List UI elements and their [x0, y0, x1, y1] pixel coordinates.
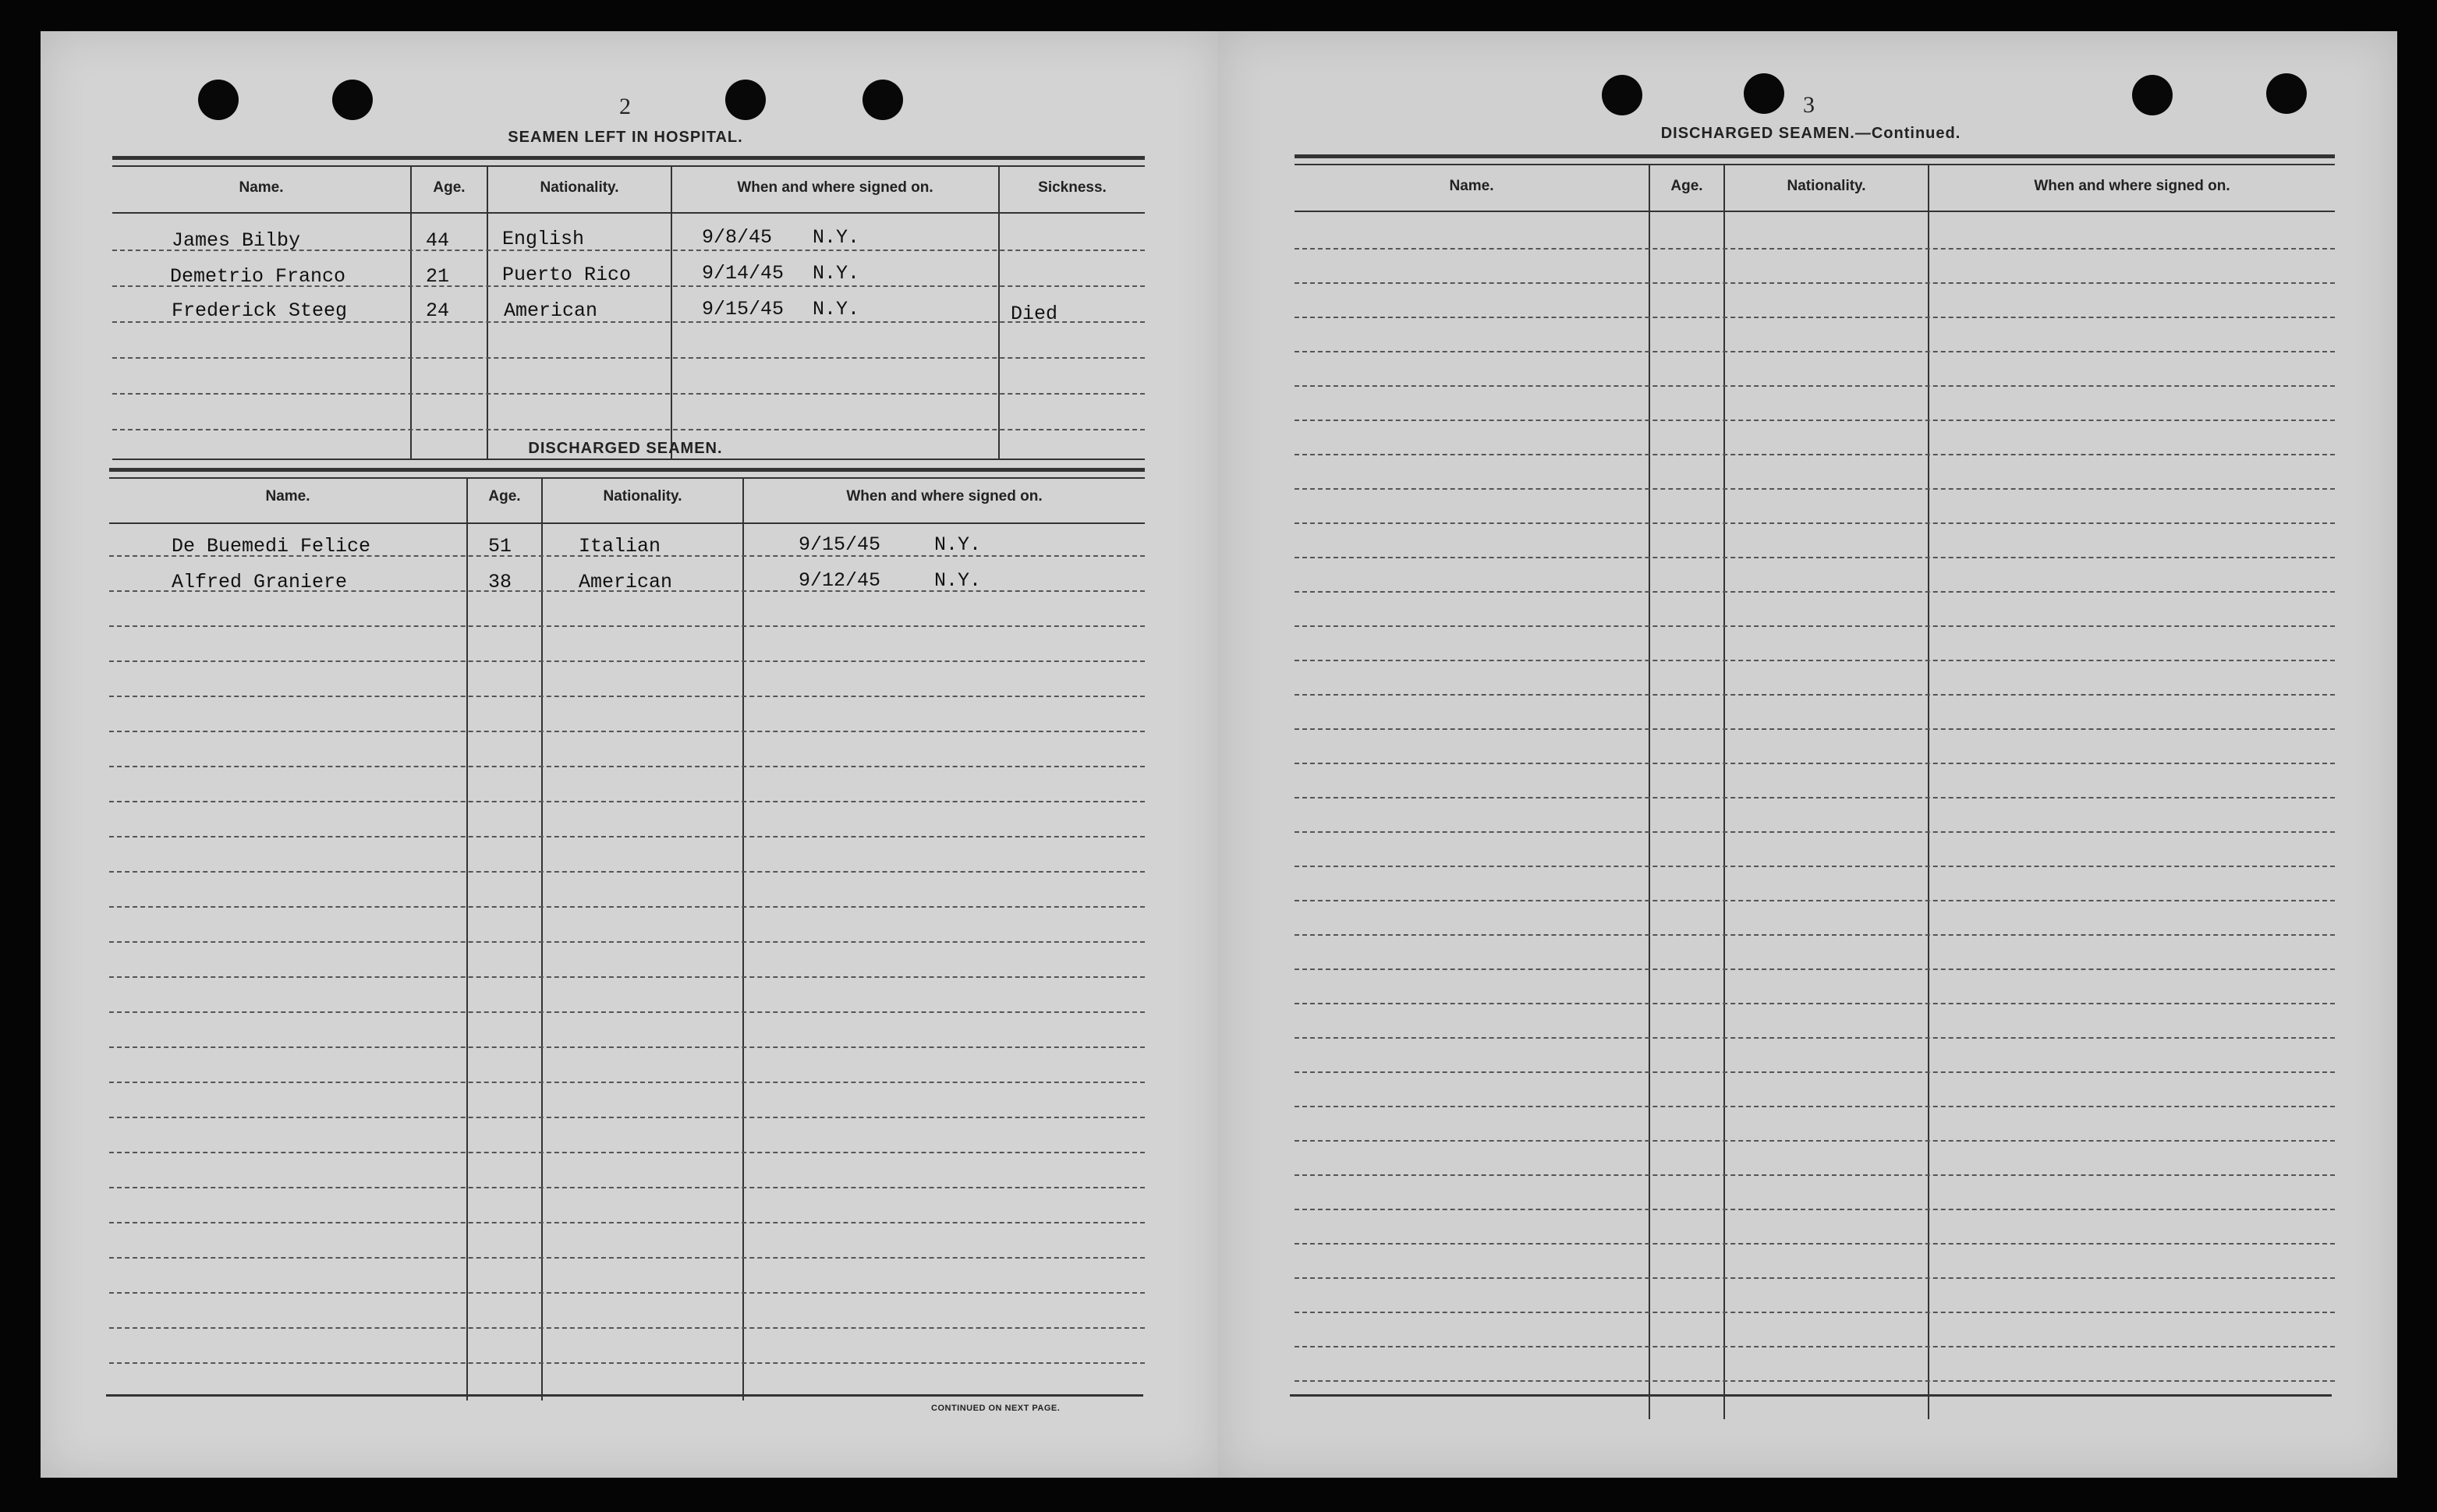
ruled-line: [1295, 351, 2335, 352]
signed-on-date: 9/14/45: [702, 262, 785, 285]
column-header-name: Name.: [239, 179, 284, 196]
ruled-line: [1295, 934, 2335, 936]
punch-hole: [863, 80, 903, 120]
ruled-line: [109, 1222, 1145, 1223]
signed-on-place: N.Y.: [813, 298, 860, 320]
ruled-line: [1295, 1209, 2335, 1210]
header-bottom-rule: [109, 522, 1145, 524]
signed-on-date: 9/8/45: [702, 226, 773, 249]
seaman-name: Alfred Graniere: [172, 571, 348, 593]
column-header-age: Age.: [433, 179, 466, 196]
column-header-name: Name.: [1449, 178, 1494, 194]
ruled-line: [1295, 522, 2335, 524]
column-header-signed-on: When and where signed on.: [737, 179, 933, 196]
signed-on-date: 9/15/45: [702, 298, 785, 320]
ruled-line: [1295, 454, 2335, 455]
ruled-line: [1295, 625, 2335, 627]
table-bottom-rule: [112, 459, 1145, 460]
column-header-name: Name.: [265, 488, 310, 505]
column-header-nationality: Nationality.: [1787, 178, 1866, 194]
ruled-line: [1295, 660, 2335, 661]
seaman-age: 51: [488, 535, 512, 558]
column-divider: [466, 477, 468, 1400]
discharged-section-title: DISCHARGED SEAMEN.: [528, 440, 723, 457]
ruled-line: [1295, 694, 2335, 696]
table-top-rule: [1295, 154, 2335, 158]
column-header-nationality: Nationality.: [540, 179, 619, 196]
ruled-line: [109, 941, 1145, 943]
column-header-sickness: Sickness.: [1038, 179, 1107, 196]
signed-on-place: N.Y.: [813, 226, 860, 249]
column-divider: [671, 165, 672, 460]
ruled-line: [1295, 763, 2335, 764]
signed-on-date: 9/12/45: [799, 569, 881, 592]
ruled-line: [109, 871, 1145, 873]
ruled-line: [109, 1152, 1145, 1153]
ruled-line: [1295, 1140, 2335, 1142]
signed-on-place: N.Y.: [934, 569, 982, 592]
column-header-signed-on: When and where signed on.: [846, 488, 1043, 505]
left-page: [41, 31, 1220, 1478]
ruled-line: [112, 357, 1145, 359]
ruled-line: [1295, 420, 2335, 421]
column-divider: [541, 477, 543, 1400]
punch-hole: [1744, 73, 1784, 114]
ruled-line: [1295, 1312, 2335, 1313]
ruled-line: [1295, 1106, 2335, 1107]
continued-note: CONTINUED ON NEXT PAGE.: [931, 1404, 1061, 1413]
ruled-line: [1295, 797, 2335, 798]
signed-on-place: N.Y.: [934, 533, 982, 556]
seaman-age: 21: [426, 265, 450, 288]
ruled-line: [1295, 1243, 2335, 1245]
ruled-line: [1295, 317, 2335, 318]
column-header-age: Age.: [488, 488, 521, 505]
ruled-line: [109, 836, 1145, 837]
ruled-line: [1295, 1277, 2335, 1279]
ruled-line: [1295, 968, 2335, 970]
ruled-line: [1295, 866, 2335, 867]
ruled-line: [109, 1327, 1145, 1329]
column-header-signed-on: When and where signed on.: [2034, 178, 2230, 194]
right-page: [1218, 31, 2397, 1478]
sickness: Died: [1011, 303, 1058, 325]
ruled-line: [1295, 591, 2335, 593]
ruled-line: [109, 906, 1145, 908]
ruled-line: [1295, 385, 2335, 387]
ruled-line: [109, 625, 1145, 627]
ruled-line: [109, 1187, 1145, 1188]
ruled-line: [109, 1117, 1145, 1118]
seaman-nationality: American: [504, 299, 598, 322]
table-bottom-rule: [106, 1394, 1143, 1397]
ruled-line: [1295, 831, 2335, 833]
ruled-line: [109, 1011, 1145, 1013]
ruled-line: [1295, 282, 2335, 284]
ruled-line: [1295, 488, 2335, 490]
header-bottom-rule: [1295, 211, 2335, 212]
table-bottom-rule: [1290, 1394, 2332, 1397]
header-rule: [1295, 164, 2335, 165]
ruled-line: [109, 1082, 1145, 1083]
signed-on-place: N.Y.: [813, 262, 860, 285]
seaman-name: Demetrio Franco: [170, 265, 346, 288]
ruled-line: [112, 429, 1145, 430]
punch-hole: [198, 80, 239, 120]
ruled-line: [109, 976, 1145, 978]
ruled-line: [1295, 900, 2335, 901]
ruled-line: [109, 696, 1145, 697]
ruled-line: [1295, 1174, 2335, 1176]
ruled-line: [112, 393, 1145, 395]
page-number: 3: [1803, 92, 1815, 118]
ruled-line: [1295, 1380, 2335, 1382]
ruled-line: [109, 1292, 1145, 1294]
ruled-line: [109, 731, 1145, 732]
column-header-age: Age.: [1670, 178, 1703, 194]
ruled-line: [1295, 1003, 2335, 1004]
seaman-nationality: Italian: [579, 535, 661, 558]
column-divider: [998, 165, 1000, 460]
ruled-line: [109, 1362, 1145, 1364]
ruled-line: [109, 1257, 1145, 1259]
seaman-nationality: English: [502, 228, 585, 250]
column-divider: [742, 477, 744, 1400]
ruled-line: [1295, 728, 2335, 730]
ruled-line: [109, 766, 1145, 767]
seaman-age: 44: [426, 229, 450, 252]
column-divider: [410, 165, 412, 460]
ruled-line: [109, 1046, 1145, 1048]
punch-hole: [1602, 75, 1642, 115]
ruled-line: [1295, 1037, 2335, 1039]
seaman-nationality: Puerto Rico: [502, 264, 632, 286]
punch-hole: [332, 80, 373, 120]
discharged-continued-title: DISCHARGED SEAMEN.—Continued.: [1660, 125, 1961, 142]
seaman-name: Frederick Steeg: [172, 299, 348, 322]
ruled-line: [109, 660, 1145, 662]
header-rule: [109, 477, 1145, 479]
page-number: 2: [619, 94, 631, 119]
seaman-nationality: American: [579, 571, 673, 593]
punch-hole: [2266, 73, 2307, 114]
ruled-line: [1295, 1346, 2335, 1347]
column-header-nationality: Nationality.: [603, 488, 682, 505]
column-divider: [487, 165, 488, 460]
seaman-name: James Bilby: [172, 229, 301, 252]
signed-on-date: 9/15/45: [799, 533, 881, 556]
table-top-rule: [109, 468, 1145, 472]
punch-hole: [2132, 75, 2173, 115]
header-rule: [112, 165, 1145, 167]
ruled-line: [1295, 248, 2335, 250]
hospital-section-title: SEAMEN LEFT IN HOSPITAL.: [508, 129, 743, 146]
ruled-line: [1295, 1071, 2335, 1073]
header-bottom-rule: [112, 212, 1145, 214]
ruled-line: [1295, 557, 2335, 558]
punch-hole: [725, 80, 766, 120]
table-top-rule: [112, 156, 1145, 160]
seaman-age: 24: [426, 299, 450, 322]
seaman-name: De Buemedi Felice: [172, 535, 371, 558]
seaman-age: 38: [488, 571, 512, 593]
ruled-line: [109, 801, 1145, 802]
